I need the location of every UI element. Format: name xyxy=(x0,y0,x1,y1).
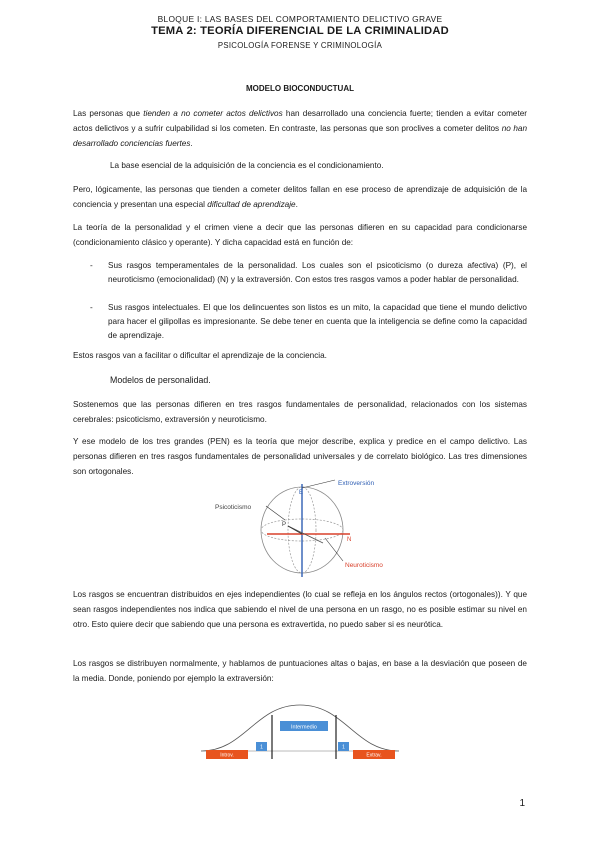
normal-distribution-diagram xyxy=(195,693,405,765)
paragraph-1: Las personas que tienden a no cometer actos delictivos han desarrollado una conciencia fuerte; tienden a evitar cometer actos delictivos y a sufrir culpabilidad si los cometen. En contraste, las personas que son proclives a cometer delitos no han desarrollado conciencias fuertes. xyxy=(73,109,527,149)
paragraph-3: Pero, lógicamente, las personas que tienden a cometer delitos fallan en ese proceso de aprendizaje de adquisición de la conciencia y presentan una especial dificultad de aprendizaje. xyxy=(73,185,527,210)
label-intermedio: Intermedio xyxy=(291,724,317,731)
paragraph-8: Y ese modelo de los tres grandes (PEN) es la teoría que mejor describe, explica y predice en el campo delictivo. Las personas difieren en tres rasgos fundamentales de personalidad universales y de correlato biológico. Las tres dimensiones son ortogonales. xyxy=(73,437,527,477)
topic-title: TEMA 2: TEORÍA DIFERENCIAL DE LA CRIMINALIDAD xyxy=(151,25,449,37)
paragraph-2: La base esencial de la adquisición de la conciencia es el condicionamiento. xyxy=(110,161,384,170)
page-number: 1 xyxy=(519,798,525,809)
axis-e: E xyxy=(299,490,304,496)
label-extroversion: Extroversión xyxy=(338,480,375,487)
axis-p: P xyxy=(282,522,287,528)
paragraph-6: Modelos de personalidad. xyxy=(110,375,211,385)
vector-line xyxy=(288,526,302,534)
label-psicoticismo: Psicoticismo xyxy=(215,504,252,511)
pen-dimensions-diagram xyxy=(215,476,390,581)
section-title: MODELO BIOCONDUCTUAL xyxy=(246,84,354,93)
sd-right-label: 1 xyxy=(342,744,345,751)
label-neuroticismo: Neuroticismo xyxy=(345,562,383,569)
block-header: BLOQUE I: LAS BASES DEL COMPORTAMIENTO DELICTIVO GRAVE xyxy=(157,14,443,24)
list-item: - Sus rasgos intelectuales. El que los delincuentes son listos es un mito, la capacidad que tiene el mundo delictivo para hacer el gilipollas es impresionante. Se debe tener en cuenta que la inteligencia se define como la capacidad de aprendizaje. xyxy=(90,303,527,341)
label-introvert: Introv. xyxy=(220,752,234,759)
paragraph-10: Los rasgos se distribuyen normalmente, y hablamos de puntuaciones altas o bajas, en base a la desviación que poseen de la media. Donde, poniendo por ejemplo la extraversión: xyxy=(73,659,527,684)
psychoticism-pointer xyxy=(266,506,285,520)
label-extravert: Extrav. xyxy=(366,752,382,759)
subject-name: PSICOLOGÍA FORENSE Y CRIMINOLOGÍA xyxy=(217,41,383,50)
sd-left-label: 1 xyxy=(260,744,263,751)
extroversion-pointer xyxy=(302,480,335,488)
paragraph-5: Estos rasgos van a facilitar o dificultar el aprendizaje de la conciencia. xyxy=(73,351,327,360)
paragraph-7: Sostenemos que las personas difieren en tres rasgos fundamentales de personalidad, relacionados con los sistemas cerebrales: psicoticismo, extraversión y neuroticismo. xyxy=(73,400,527,425)
axis-n: N xyxy=(347,537,352,543)
paragraph-9: Los rasgos se encuentran distribuidos en ejes independientes (lo cual se refleja en los ángulos rectos (ortogonales)). Y que sean rasgos independientes nos indica que sabiendo el nivel de una persona en un rasgo, no es posible estimar su nivel en otro. Esto quiere decir que sabiendo que una persona es extravertida, no puedo saber si es neurótica. xyxy=(73,590,527,630)
paragraph-4: La teoría de la personalidad y el crimen viene a decir que las personas difieren en su capacidad para condicionarse (condicionamiento clásico y operante). Y dicha capacidad está en función de: xyxy=(73,223,527,248)
list-item: - Sus rasgos temperamentales de la personalidad. Los cuales son el psicoticismo (o dureza afectiva) (P), el neuroticismo (emocionalidad) (N) y la extraversión. Con estos tres rasgos vamos a poder hablar de personalidad. xyxy=(90,261,527,285)
